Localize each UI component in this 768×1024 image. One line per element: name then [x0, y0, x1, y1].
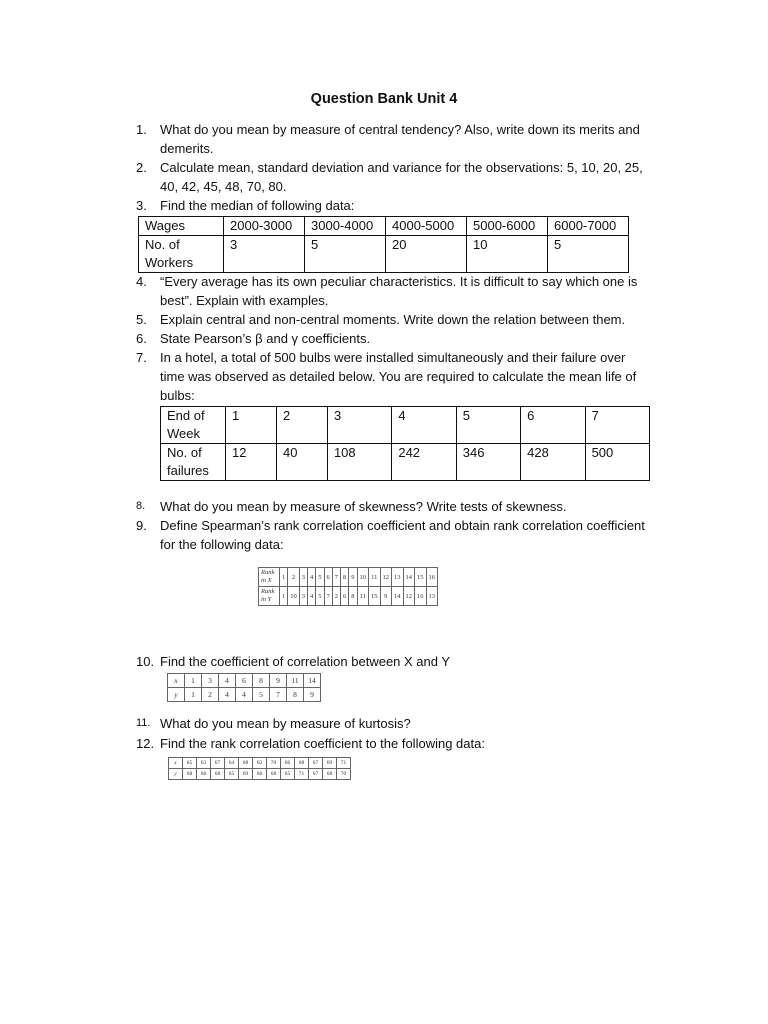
table-cell: y [168, 688, 185, 702]
table-cell: 9 [380, 587, 392, 606]
question-7 [136, 348, 648, 405]
table-cell: 67 [309, 769, 323, 780]
table-cell: 69 [239, 769, 253, 780]
question-number: 2. [136, 160, 147, 175]
table-cell: 66 [281, 758, 295, 769]
table-cell: 8 [253, 674, 270, 688]
table-cell: 68 [267, 769, 281, 780]
table-cell: 10 [467, 236, 548, 273]
question-number: 10. [136, 654, 155, 669]
table-cell: 4 [219, 674, 236, 688]
table-row [169, 769, 351, 780]
table-cell: 6 [521, 407, 585, 444]
wages-table [138, 216, 629, 273]
table-cell: 5 [253, 688, 270, 702]
table-cell: 7 [324, 587, 332, 606]
table-cell: x [168, 674, 185, 688]
question-number: 4. [136, 274, 147, 289]
question-text: Find the coefficient of correlation between X and Y [160, 654, 451, 669]
table-cell: 15 [415, 568, 427, 587]
bulb-failure-table [160, 406, 650, 481]
table-cell: 66 [253, 769, 267, 780]
table-cell: 5 [548, 236, 629, 273]
table-cell: 1 [280, 568, 288, 587]
table-cell: 6 [341, 587, 349, 606]
table-cell: 67 [211, 758, 225, 769]
table-cell: 4 [308, 568, 316, 587]
table-cell: 2 [202, 688, 219, 702]
table-cell: 8 [341, 568, 349, 587]
table-cell: 4 [392, 407, 456, 444]
table-cell: 15 [369, 587, 381, 606]
table-cell: 4 [308, 587, 316, 606]
table-cell: 2000-3000 [224, 217, 305, 236]
table-cell: 62 [253, 758, 267, 769]
question-text: What do you mean by measure of skewness? Write tests of skewness. [160, 499, 567, 514]
table-cell: 346 [456, 444, 520, 481]
question-text: What do you mean by measure of central tendency? Also, write down its merits and demerits. [160, 122, 640, 156]
table-row [168, 674, 321, 688]
question-number: 12. [136, 736, 155, 751]
table-row [259, 568, 438, 587]
table-cell: 12 [226, 444, 277, 481]
table-cell: 3 [327, 407, 391, 444]
table-row [168, 688, 321, 702]
table-row [161, 407, 650, 444]
table-cell: y [169, 769, 183, 780]
table-cell: x [169, 758, 183, 769]
question-number: 8. [136, 500, 146, 512]
table-cell: 2 [276, 407, 327, 444]
table-cell: 65 [225, 769, 239, 780]
question-8 [136, 497, 648, 516]
question-6 [136, 329, 648, 348]
table-cell: 3 [299, 587, 307, 606]
table-cell: 12 [380, 568, 392, 587]
table-cell: 64 [225, 758, 239, 769]
table-cell: 1 [226, 407, 277, 444]
table-cell: 70 [337, 769, 351, 780]
table-cell: 3 [224, 236, 305, 273]
table-cell: 9 [304, 688, 321, 702]
question-12 [136, 734, 648, 753]
question-2 [136, 158, 648, 196]
table-cell: 71 [337, 758, 351, 769]
table-cell: 5 [456, 407, 520, 444]
question-5 [136, 310, 648, 329]
table-cell: 7 [270, 688, 287, 702]
table-cell: 13 [426, 587, 438, 606]
table-cell: 67 [309, 758, 323, 769]
table-cell: 16 [415, 587, 427, 606]
table-cell: 6 [236, 674, 253, 688]
table-cell: 11 [287, 674, 304, 688]
table-cell: 5 [316, 568, 324, 587]
question-text: “Every average has its own peculiar characteristics. It is difficult to say which one is best”. Explain with examples. [160, 274, 638, 308]
question-1 [136, 120, 648, 158]
table-cell: 7 [585, 407, 649, 444]
table-cell: 10 [288, 587, 300, 606]
question-text: State Pearson’s β and γ coefficients. [160, 331, 371, 346]
table-cell: 71 [295, 769, 309, 780]
rank-table-12 [168, 757, 351, 780]
table-cell: 8 [349, 587, 357, 606]
table-cell: End of Week [161, 407, 226, 444]
question-number: 11. [136, 717, 151, 729]
table-cell: 4 [236, 688, 253, 702]
table-cell: 68 [183, 769, 197, 780]
table-cell: Wages [139, 217, 224, 236]
table-cell: 3 [202, 674, 219, 688]
table-row [161, 444, 650, 481]
table-cell: 68 [211, 769, 225, 780]
page-title: Question Bank Unit 4 [310, 91, 458, 107]
table-cell: 12 [403, 587, 415, 606]
question-number: 3. [136, 198, 147, 213]
question-text: Calculate mean, standard deviation and variance for the observations: 5, 10, 20, 25, 40, 42, 45, 48, 70, 80. [160, 160, 643, 194]
table-cell: 69 [323, 758, 337, 769]
table-cell: 11 [369, 568, 381, 587]
table-cell: Rank in Y [259, 587, 280, 606]
table-cell: 3 [299, 568, 307, 587]
table-cell: 68 [239, 758, 253, 769]
question-text: Find the rank correlation coefficient to the following data: [160, 736, 485, 751]
table-cell: 108 [327, 444, 391, 481]
question-number: 1. [136, 122, 147, 137]
table-cell: 8 [287, 688, 304, 702]
question-11 [136, 714, 648, 733]
table-cell: 68 [323, 769, 337, 780]
question-4 [136, 272, 648, 310]
question-text: Define Spearman’s rank correlation coefficient and obtain rank correlation coefficient for the following data: [160, 518, 645, 552]
table-cell: No. of failures [161, 444, 226, 481]
table-row [139, 217, 629, 236]
table-cell: 68 [295, 758, 309, 769]
table-cell: 14 [403, 568, 415, 587]
question-text: Find the median of following data: [160, 198, 355, 213]
table-cell: 1 [185, 688, 202, 702]
table-cell: 2 [288, 568, 300, 587]
table-cell: 5 [316, 587, 324, 606]
table-cell: 3000-4000 [305, 217, 386, 236]
table-row [259, 587, 438, 606]
table-cell: 9 [349, 568, 357, 587]
table-cell: 63 [197, 758, 211, 769]
table-cell: 13 [392, 568, 404, 587]
table-cell: 1 [280, 587, 288, 606]
question-10 [136, 652, 648, 671]
question-text: What do you mean by measure of kurtosis? [160, 716, 411, 731]
question-text: In a hotel, a total of 500 bulbs were installed simultaneously and their failure over time was observed as detailed below. You are required to calculate the mean life of bulbs: [160, 350, 637, 403]
table-row [169, 758, 351, 769]
table-cell: 9 [270, 674, 287, 688]
table-cell: 65 [183, 758, 197, 769]
table-row [139, 236, 629, 273]
table-cell: 20 [386, 236, 467, 273]
table-cell: 40 [276, 444, 327, 481]
table-cell: 6 [324, 568, 332, 587]
correlation-table-10 [167, 673, 321, 702]
table-cell: 242 [392, 444, 456, 481]
table-cell: 4 [219, 688, 236, 702]
table-cell: 14 [304, 674, 321, 688]
table-cell: 4000-5000 [386, 217, 467, 236]
table-cell: 5000-6000 [467, 217, 548, 236]
question-number: 5. [136, 312, 147, 327]
question-number: 9. [136, 518, 147, 533]
table-cell: 1 [185, 674, 202, 688]
question-3 [136, 196, 648, 215]
table-cell: 500 [585, 444, 649, 481]
table-cell: 6000-7000 [548, 217, 629, 236]
table-cell: Rank in X [259, 568, 280, 587]
table-cell: 7 [332, 568, 340, 587]
table-cell: 5 [305, 236, 386, 273]
question-text: Explain central and non-central moments. Write down the relation between them. [160, 312, 626, 327]
table-cell: 428 [521, 444, 585, 481]
table-cell: 16 [426, 568, 438, 587]
table-cell: 66 [197, 769, 211, 780]
table-cell: 10 [357, 568, 369, 587]
table-cell: 14 [392, 587, 404, 606]
table-cell: 70 [267, 758, 281, 769]
question-9 [136, 516, 648, 554]
table-cell: 11 [357, 587, 369, 606]
rank-table-9 [258, 567, 438, 606]
table-cell: 65 [281, 769, 295, 780]
table-cell: No. of Workers [139, 236, 224, 273]
table-cell: 2 [332, 587, 340, 606]
question-number: 7. [136, 350, 147, 365]
question-number: 6. [136, 331, 147, 346]
